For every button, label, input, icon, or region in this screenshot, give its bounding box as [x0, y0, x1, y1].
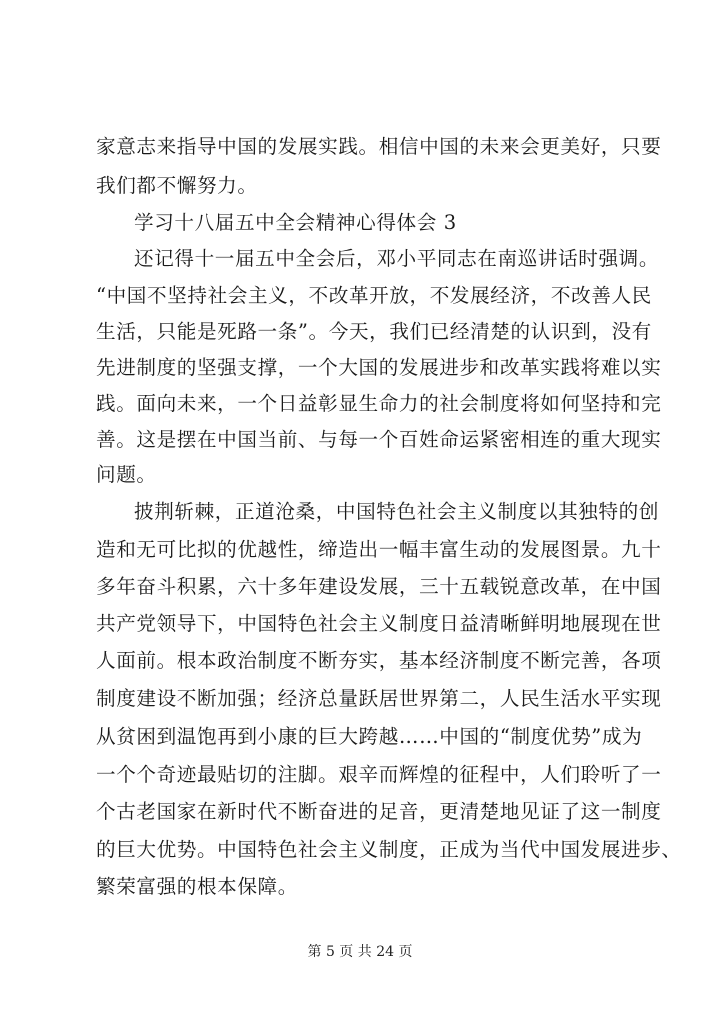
text-line: 繁荣富强的根本保障。	[96, 875, 298, 898]
text-line: 一个个奇迹最贴切的注脚。艰辛而辉煌的征程中，人们聆听了一	[96, 763, 662, 786]
text-line: 的巨大优势。中国特色社会主义制度，正成为当代中国发展进步、	[96, 838, 682, 861]
paragraph-first-line: 披荆斩棘，正道沧桑，中国特色社会主义制度以其独特的创	[134, 500, 660, 523]
text-line: 个古老国家在新时代不断奋进的足音，更清楚地见证了这一制度	[96, 800, 662, 823]
text-line: 我们都不懈努力。	[96, 174, 258, 197]
text-line: 从贫困到温饱再到小康的巨大跨越……中国的“制度优势”成为	[96, 725, 643, 748]
text-line: 问题。	[96, 463, 157, 486]
text-line: 善。这是摆在中国当前、与每一个百姓命运紧密相连的重大现实	[96, 428, 662, 451]
text-line: 人面前。根本政治制度不断夯实，基本经济制度不断完善，各项	[96, 649, 662, 672]
text-line: 践。面向未来，一个日益彰显生命力的社会制度将如何坚持和完	[96, 392, 662, 415]
text-line: 共产党领导下，中国特色社会主义制度日益清晰鲜明地展现在世	[96, 612, 662, 635]
text-line: 制度建设不断加强；经济总量跃居世界第二，人民生活水平实现	[96, 687, 662, 710]
text-line: 生活，只能是死路一条”。今天，我们已经清楚的认识到，没有	[96, 320, 652, 343]
text-line: 家意志来指导中国的发展实践。相信中国的未来会更美好，只要	[96, 135, 662, 158]
paragraph-first-line: 还记得十一届五中全会后，邓小平同志在南巡讲话时强调。	[134, 247, 660, 270]
text-line: 先进制度的坚强支撑，一个大国的发展进步和改革实践将难以实	[96, 356, 662, 379]
text-line: “中国不坚持社会主义，不改革开放，不发展经济，不改善人民	[96, 284, 652, 307]
section-heading: 学习十八届五中全会精神心得体会 3	[134, 211, 457, 234]
text-line: 造和无可比拟的优越性，缔造出一幅丰富生动的发展图景。九十	[96, 538, 662, 561]
page-number-footer: 第 5 页 共 24 页	[307, 944, 413, 960]
text-line: 多年奋斗积累，六十多年建设发展，三十五载锐意改革，在中国	[96, 575, 662, 598]
